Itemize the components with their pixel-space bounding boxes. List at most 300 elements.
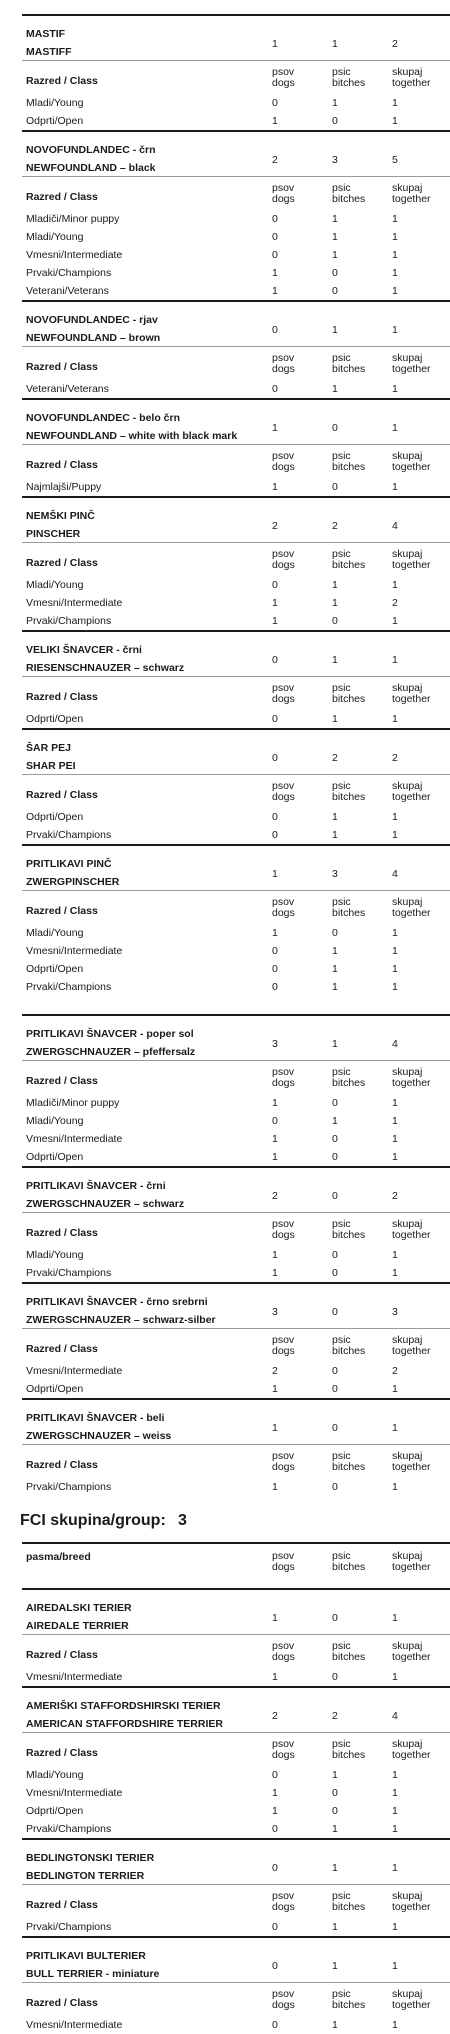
class-bitches: 0 [332, 1249, 338, 1261]
dogs-header: psov dogs [272, 1738, 295, 1761]
breed-header [22, 1840, 450, 1884]
class-dogs: 0 [272, 97, 278, 109]
breed-header [22, 400, 450, 444]
class-dogs: 1 [272, 1805, 278, 1817]
class-dogs: 0 [272, 1115, 278, 1127]
class-row [22, 1264, 450, 1282]
breed-name-english: NEWFOUNDLAND – white with black mark [26, 430, 238, 442]
dogs-header: psov dogs [272, 1550, 295, 1573]
bitches-header: psic bitches [332, 1738, 366, 1761]
class-bitches: 0 [332, 285, 338, 297]
breed-name-local: NOVOFUNDLANDEC - belo črn [26, 412, 181, 424]
breed-total-count: 1 [392, 1612, 398, 1624]
class-header-label: Razred / Class [26, 1343, 98, 1355]
class-row [22, 826, 450, 844]
class-total: 1 [392, 829, 398, 841]
class-dogs: 1 [272, 615, 278, 627]
breed-total-count: 2 [392, 1190, 398, 1202]
class-dogs: 1 [272, 597, 278, 609]
class-dogs: 0 [272, 1769, 278, 1781]
breed-bitches-count: 0 [332, 1422, 338, 1434]
class-name: Mladi/Young [26, 927, 84, 939]
class-row [22, 942, 450, 960]
class-bitches: 0 [332, 1133, 338, 1145]
breed-name-local: NOVOFUNDLANDEC - črn [26, 144, 156, 156]
class-name: Prvaki/Champions [26, 1823, 112, 1835]
class-row [22, 1246, 450, 1264]
class-total: 1 [392, 249, 398, 261]
class-total: 1 [392, 1249, 398, 1261]
breed-name-english: BULL TERRIER - miniature [26, 1968, 160, 1980]
class-row [22, 612, 450, 630]
dogs-header: psov dogs [272, 1450, 295, 1473]
class-row [22, 1918, 450, 1936]
class-total: 1 [392, 1823, 398, 1835]
breed-name-local: PRITLIKAVI ŠNAVCER - črno srebrni [26, 1296, 208, 1308]
bitches-header: psic bitches [332, 352, 366, 375]
class-bitches: 1 [332, 2019, 338, 2031]
class-bitches: 0 [332, 1097, 338, 1109]
class-name: Vmesni/Intermediate [26, 2019, 123, 2031]
class-total: 1 [392, 383, 398, 395]
class-row [22, 594, 450, 612]
class-bitches: 0 [332, 1267, 338, 1279]
breed-dogs-count: 0 [272, 1960, 278, 1972]
bitches-header: psic bitches [332, 1334, 366, 1357]
class-header-label: Razred / Class [26, 1649, 98, 1661]
breed-dogs-count: 2 [272, 520, 278, 532]
class-header-label: Razred / Class [26, 1899, 98, 1911]
class-name: Prvaki/Champions [26, 1267, 112, 1279]
class-header [22, 1635, 450, 1668]
class-dogs: 0 [272, 981, 278, 993]
breed-total-count: 5 [392, 154, 398, 166]
breed-bitches-count: 3 [332, 868, 338, 880]
class-row [22, 1130, 450, 1148]
class-dogs: 0 [272, 1921, 278, 1933]
breed-total-count: 4 [392, 1038, 398, 1050]
breed-dogs-count: 3 [272, 1306, 278, 1318]
class-row [22, 808, 450, 826]
breed-name-local: PRITLIKAVI BULTERIER [26, 1950, 146, 1962]
breed-dogs-count: 2 [272, 154, 278, 166]
class-bitches: 1 [332, 249, 338, 261]
class-dogs: 1 [272, 267, 278, 279]
breed-name-local: BEDLINGTONSKI TERIER [26, 1852, 155, 1864]
class-dogs: 2 [272, 1365, 278, 1377]
bitches-header: psic bitches [332, 1890, 366, 1913]
class-total: 1 [392, 115, 398, 127]
breed-header [22, 1284, 450, 1328]
class-bitches: 0 [332, 1383, 338, 1395]
class-dogs: 0 [272, 945, 278, 957]
class-header-label: Razred / Class [26, 361, 98, 373]
class-name: Vmesni/Intermediate [26, 945, 123, 957]
breed-total-count: 1 [392, 1960, 398, 1972]
class-row [22, 1148, 450, 1166]
breed-bitches-count: 1 [332, 1960, 338, 1972]
breed-name-english: ZWERGSCHNAUZER – schwarz-silber [26, 1314, 216, 1326]
dogs-header: psov dogs [272, 352, 295, 375]
class-bitches: 0 [332, 927, 338, 939]
breed-name-english: ZWERGSCHNAUZER – pfeffersalz [26, 1046, 196, 1058]
breed-dogs-count: 2 [272, 1190, 278, 1202]
class-total: 1 [392, 1151, 398, 1163]
class-name: Vmesni/Intermediate [26, 1365, 123, 1377]
breed-dogs-count: 1 [272, 868, 278, 880]
class-name: Prvaki/Champions [26, 829, 112, 841]
class-name: Prvaki/Champions [26, 1921, 112, 1933]
dogs-header: psov dogs [272, 66, 295, 89]
class-name: Prvaki/Champions [26, 1481, 112, 1493]
class-row [22, 1112, 450, 1130]
breed-header [22, 132, 450, 176]
together-header: skupaj together [392, 1890, 431, 1913]
breed-header-label: pasma/breed [26, 1551, 91, 1563]
class-name: Mladi/Young [26, 231, 84, 243]
class-bitches: 1 [332, 713, 338, 725]
class-bitches: 1 [332, 1769, 338, 1781]
class-row [22, 1668, 450, 1686]
class-row [22, 1802, 450, 1820]
breed-name-local: PRITLIKAVI PINČ [26, 858, 112, 870]
breed-header [22, 1938, 450, 1982]
class-total: 1 [392, 1115, 398, 1127]
breed-name-english: NEWFOUNDLAND – brown [26, 332, 161, 344]
class-dogs: 1 [272, 1151, 278, 1163]
class-header [22, 775, 450, 808]
breed-bitches-count: 2 [332, 520, 338, 532]
breed-total-count: 4 [392, 868, 398, 880]
together-header: skupaj together [392, 1550, 431, 1573]
class-row [22, 228, 450, 246]
class-name: Veterani/Veterans [26, 383, 109, 395]
class-header-label: Razred / Class [26, 905, 98, 917]
class-total: 1 [392, 615, 398, 627]
class-header [22, 1329, 450, 1362]
breed-total-count: 2 [392, 752, 398, 764]
bitches-header: psic bitches [332, 780, 366, 803]
breed-bitches-count: 1 [332, 1862, 338, 1874]
bitches-header: psic bitches [332, 1066, 366, 1089]
class-row [22, 1766, 450, 1784]
breed-total-count: 1 [392, 1422, 398, 1434]
class-total: 1 [392, 811, 398, 823]
breed-header [22, 1400, 450, 1444]
breed-total-count: 1 [392, 422, 398, 434]
class-name: Odprti/Open [26, 713, 84, 725]
breed-name-english: ZWERGSCHNAUZER – weiss [26, 1430, 172, 1442]
breed-bitches-count: 1 [332, 324, 338, 336]
class-header [22, 347, 450, 380]
together-header: skupaj together [392, 1450, 431, 1473]
breed-column-header [22, 1544, 450, 1588]
bitches-header: psic bitches [332, 548, 366, 571]
spacer [22, 996, 450, 1014]
class-total: 1 [392, 1097, 398, 1109]
class-name: Mladi/Young [26, 1769, 84, 1781]
together-header: skupaj together [392, 1738, 431, 1761]
class-row [22, 1094, 450, 1112]
breed-dogs-count: 2 [272, 1710, 278, 1722]
class-header [22, 445, 450, 478]
breed-bitches-count: 1 [332, 38, 338, 50]
breed-header [22, 498, 450, 542]
class-dogs: 1 [272, 1787, 278, 1799]
class-total: 1 [392, 2019, 398, 2031]
class-dogs: 0 [272, 1823, 278, 1835]
class-name: Odprti/Open [26, 1151, 84, 1163]
class-dogs: 1 [272, 1671, 278, 1683]
together-header: skupaj together [392, 66, 431, 89]
class-header-label: Razred / Class [26, 557, 98, 569]
bitches-header: psic bitches [332, 1450, 366, 1473]
breed-bitches-count: 1 [332, 1038, 338, 1050]
class-header [22, 891, 450, 924]
class-bitches: 1 [332, 1115, 338, 1127]
class-total: 1 [392, 963, 398, 975]
dogs-header: psov dogs [272, 780, 295, 803]
class-name: Odprti/Open [26, 811, 84, 823]
breed-dogs-count: 0 [272, 752, 278, 764]
class-bitches: 1 [332, 1823, 338, 1835]
class-total: 1 [392, 1383, 398, 1395]
class-total: 1 [392, 945, 398, 957]
class-bitches: 0 [332, 115, 338, 127]
class-name: Mladi/Young [26, 97, 84, 109]
bitches-header: psic bitches [332, 1218, 366, 1241]
bitches-header: psic bitches [332, 450, 366, 473]
class-total: 2 [392, 1365, 398, 1377]
class-dogs: 1 [272, 1383, 278, 1395]
bitches-header: psic bitches [332, 682, 366, 705]
dogs-header: psov dogs [272, 450, 295, 473]
breed-name-english: ZWERGPINSCHER [26, 876, 120, 888]
class-bitches: 1 [332, 981, 338, 993]
dogs-header: psov dogs [272, 1218, 295, 1241]
class-header [22, 1445, 450, 1478]
class-bitches: 1 [332, 945, 338, 957]
class-dogs: 0 [272, 829, 278, 841]
class-row [22, 94, 450, 112]
class-bitches: 1 [332, 231, 338, 243]
class-row [22, 978, 450, 996]
breed-dogs-count: 1 [272, 422, 278, 434]
breed-dogs-count: 3 [272, 1038, 278, 1050]
breed-name-english: AIREDALE TERRIER [26, 1620, 129, 1632]
class-bitches: 1 [332, 213, 338, 225]
class-bitches: 1 [332, 811, 338, 823]
class-header-label: Razred / Class [26, 1459, 98, 1471]
breed-name-english: NEWFOUNDLAND – black [26, 162, 156, 174]
breed-header [22, 846, 450, 890]
class-name: Prvaki/Champions [26, 981, 112, 993]
class-name: Najmlajši/Puppy [26, 481, 102, 493]
together-header: skupaj together [392, 780, 431, 803]
breed-name-local: NOVOFUNDLANDEC - rjav [26, 314, 158, 326]
class-total: 1 [392, 579, 398, 591]
class-dogs: 0 [272, 579, 278, 591]
class-total: 1 [392, 1133, 398, 1145]
results-document [22, 14, 450, 2034]
class-bitches: 0 [332, 1481, 338, 1493]
class-header [22, 1213, 450, 1246]
breed-header [22, 302, 450, 346]
class-bitches: 1 [332, 597, 338, 609]
together-header: skupaj together [392, 1218, 431, 1241]
class-header [22, 543, 450, 576]
breed-bitches-count: 0 [332, 1306, 338, 1318]
class-name: Odprti/Open [26, 963, 84, 975]
breed-bitches-count: 1 [332, 654, 338, 666]
class-dogs: 0 [272, 713, 278, 725]
breed-header [22, 1688, 450, 1732]
breed-header [22, 632, 450, 676]
class-row [22, 576, 450, 594]
breed-total-count: 1 [392, 324, 398, 336]
dogs-header: psov dogs [272, 682, 295, 705]
class-name: Vmesni/Intermediate [26, 597, 123, 609]
class-total: 1 [392, 1805, 398, 1817]
class-dogs: 0 [272, 231, 278, 243]
breed-dogs-count: 1 [272, 38, 278, 50]
class-row [22, 112, 450, 130]
class-dogs: 0 [272, 963, 278, 975]
class-header-label: Razred / Class [26, 789, 98, 801]
together-header: skupaj together [392, 1066, 431, 1089]
class-header-label: Razred / Class [26, 691, 98, 703]
class-row [22, 1820, 450, 1838]
dogs-header: psov dogs [272, 896, 295, 919]
together-header: skupaj together [392, 182, 431, 205]
class-total: 1 [392, 213, 398, 225]
together-header: skupaj together [392, 1640, 431, 1663]
class-header-label: Razred / Class [26, 1997, 98, 2009]
class-row [22, 1784, 450, 1802]
class-bitches: 0 [332, 267, 338, 279]
breed-total-count: 2 [392, 38, 398, 50]
breed-dogs-count: 1 [272, 1422, 278, 1434]
breed-name-local: ŠAR PEJ [26, 742, 71, 754]
class-name: Mladi/Young [26, 579, 84, 591]
together-header: skupaj together [392, 1334, 431, 1357]
class-header [22, 177, 450, 210]
class-row [22, 960, 450, 978]
class-header [22, 1733, 450, 1766]
class-bitches: 1 [332, 97, 338, 109]
breed-name-local: PRITLIKAVI ŠNAVCER - črni [26, 1180, 166, 1192]
breed-name-local: PRITLIKAVI ŠNAVCER - poper sol [26, 1028, 194, 1040]
class-total: 1 [392, 713, 398, 725]
breed-name-english: ZWERGSCHNAUZER – schwarz [26, 1198, 185, 1210]
together-header: skupaj together [392, 352, 431, 375]
class-name: Vmesni/Intermediate [26, 1133, 123, 1145]
group-label: FCI skupina/group: [20, 1512, 166, 1529]
breed-bitches-count: 3 [332, 154, 338, 166]
together-header: skupaj together [392, 896, 431, 919]
class-header [22, 61, 450, 94]
breed-name-local: MASTIF [26, 28, 66, 40]
breed-dogs-count: 0 [272, 324, 278, 336]
breed-name-local: VELIKI ŠNAVCER - črni [26, 644, 142, 656]
breed-header [22, 1590, 450, 1634]
breed-header [22, 730, 450, 774]
class-row [22, 710, 450, 728]
class-row [22, 264, 450, 282]
class-dogs: 1 [272, 1481, 278, 1493]
class-total: 1 [392, 481, 398, 493]
class-total: 1 [392, 927, 398, 939]
together-header: skupaj together [392, 1988, 431, 2011]
class-row [22, 282, 450, 300]
class-total: 1 [392, 1267, 398, 1279]
class-row [22, 478, 450, 496]
class-dogs: 0 [272, 2019, 278, 2031]
class-bitches: 1 [332, 1921, 338, 1933]
class-bitches: 0 [332, 1365, 338, 1377]
class-dogs: 1 [272, 1249, 278, 1261]
bitches-header: psic bitches [332, 182, 366, 205]
class-dogs: 1 [272, 285, 278, 297]
class-bitches: 1 [332, 579, 338, 591]
dogs-header: psov dogs [272, 1988, 295, 2011]
class-header [22, 1061, 450, 1094]
class-name: Mladiči/Minor puppy [26, 213, 120, 225]
class-row [22, 1478, 450, 1496]
class-row [22, 924, 450, 942]
class-dogs: 1 [272, 1097, 278, 1109]
class-total: 1 [392, 1787, 398, 1799]
dogs-header: psov dogs [272, 548, 295, 571]
class-dogs: 1 [272, 1133, 278, 1145]
class-bitches: 0 [332, 1151, 338, 1163]
class-total: 1 [392, 231, 398, 243]
class-total: 2 [392, 597, 398, 609]
breed-header [22, 1016, 450, 1060]
class-header [22, 677, 450, 710]
class-bitches: 0 [332, 1805, 338, 1817]
class-dogs: 1 [272, 927, 278, 939]
breed-bitches-count: 0 [332, 422, 338, 434]
together-header: skupaj together [392, 682, 431, 705]
breed-name-local: NEMŠKI PINČ [26, 510, 95, 522]
class-name: Mladi/Young [26, 1115, 84, 1127]
class-row [22, 380, 450, 398]
breed-bitches-count: 0 [332, 1612, 338, 1624]
class-header-label: Razred / Class [26, 75, 98, 87]
breed-bitches-count: 2 [332, 752, 338, 764]
class-name: Vmesni/Intermediate [26, 249, 123, 261]
breed-header [22, 16, 450, 60]
dogs-header: psov dogs [272, 182, 295, 205]
dogs-header: psov dogs [272, 1066, 295, 1089]
breed-name-english: PINSCHER [26, 528, 81, 540]
class-bitches: 1 [332, 829, 338, 841]
class-header [22, 1885, 450, 1918]
class-row [22, 246, 450, 264]
class-header-label: Razred / Class [26, 1075, 98, 1087]
class-header-label: Razred / Class [26, 1227, 98, 1239]
class-dogs: 0 [272, 213, 278, 225]
class-row [22, 1380, 450, 1398]
class-bitches: 1 [332, 963, 338, 975]
class-name: Veterani/Veterans [26, 285, 109, 297]
class-header-label: Razred / Class [26, 459, 98, 471]
class-name: Mladiči/Minor puppy [26, 1097, 120, 1109]
class-bitches: 0 [332, 615, 338, 627]
class-total: 1 [392, 1769, 398, 1781]
class-total: 1 [392, 1481, 398, 1493]
